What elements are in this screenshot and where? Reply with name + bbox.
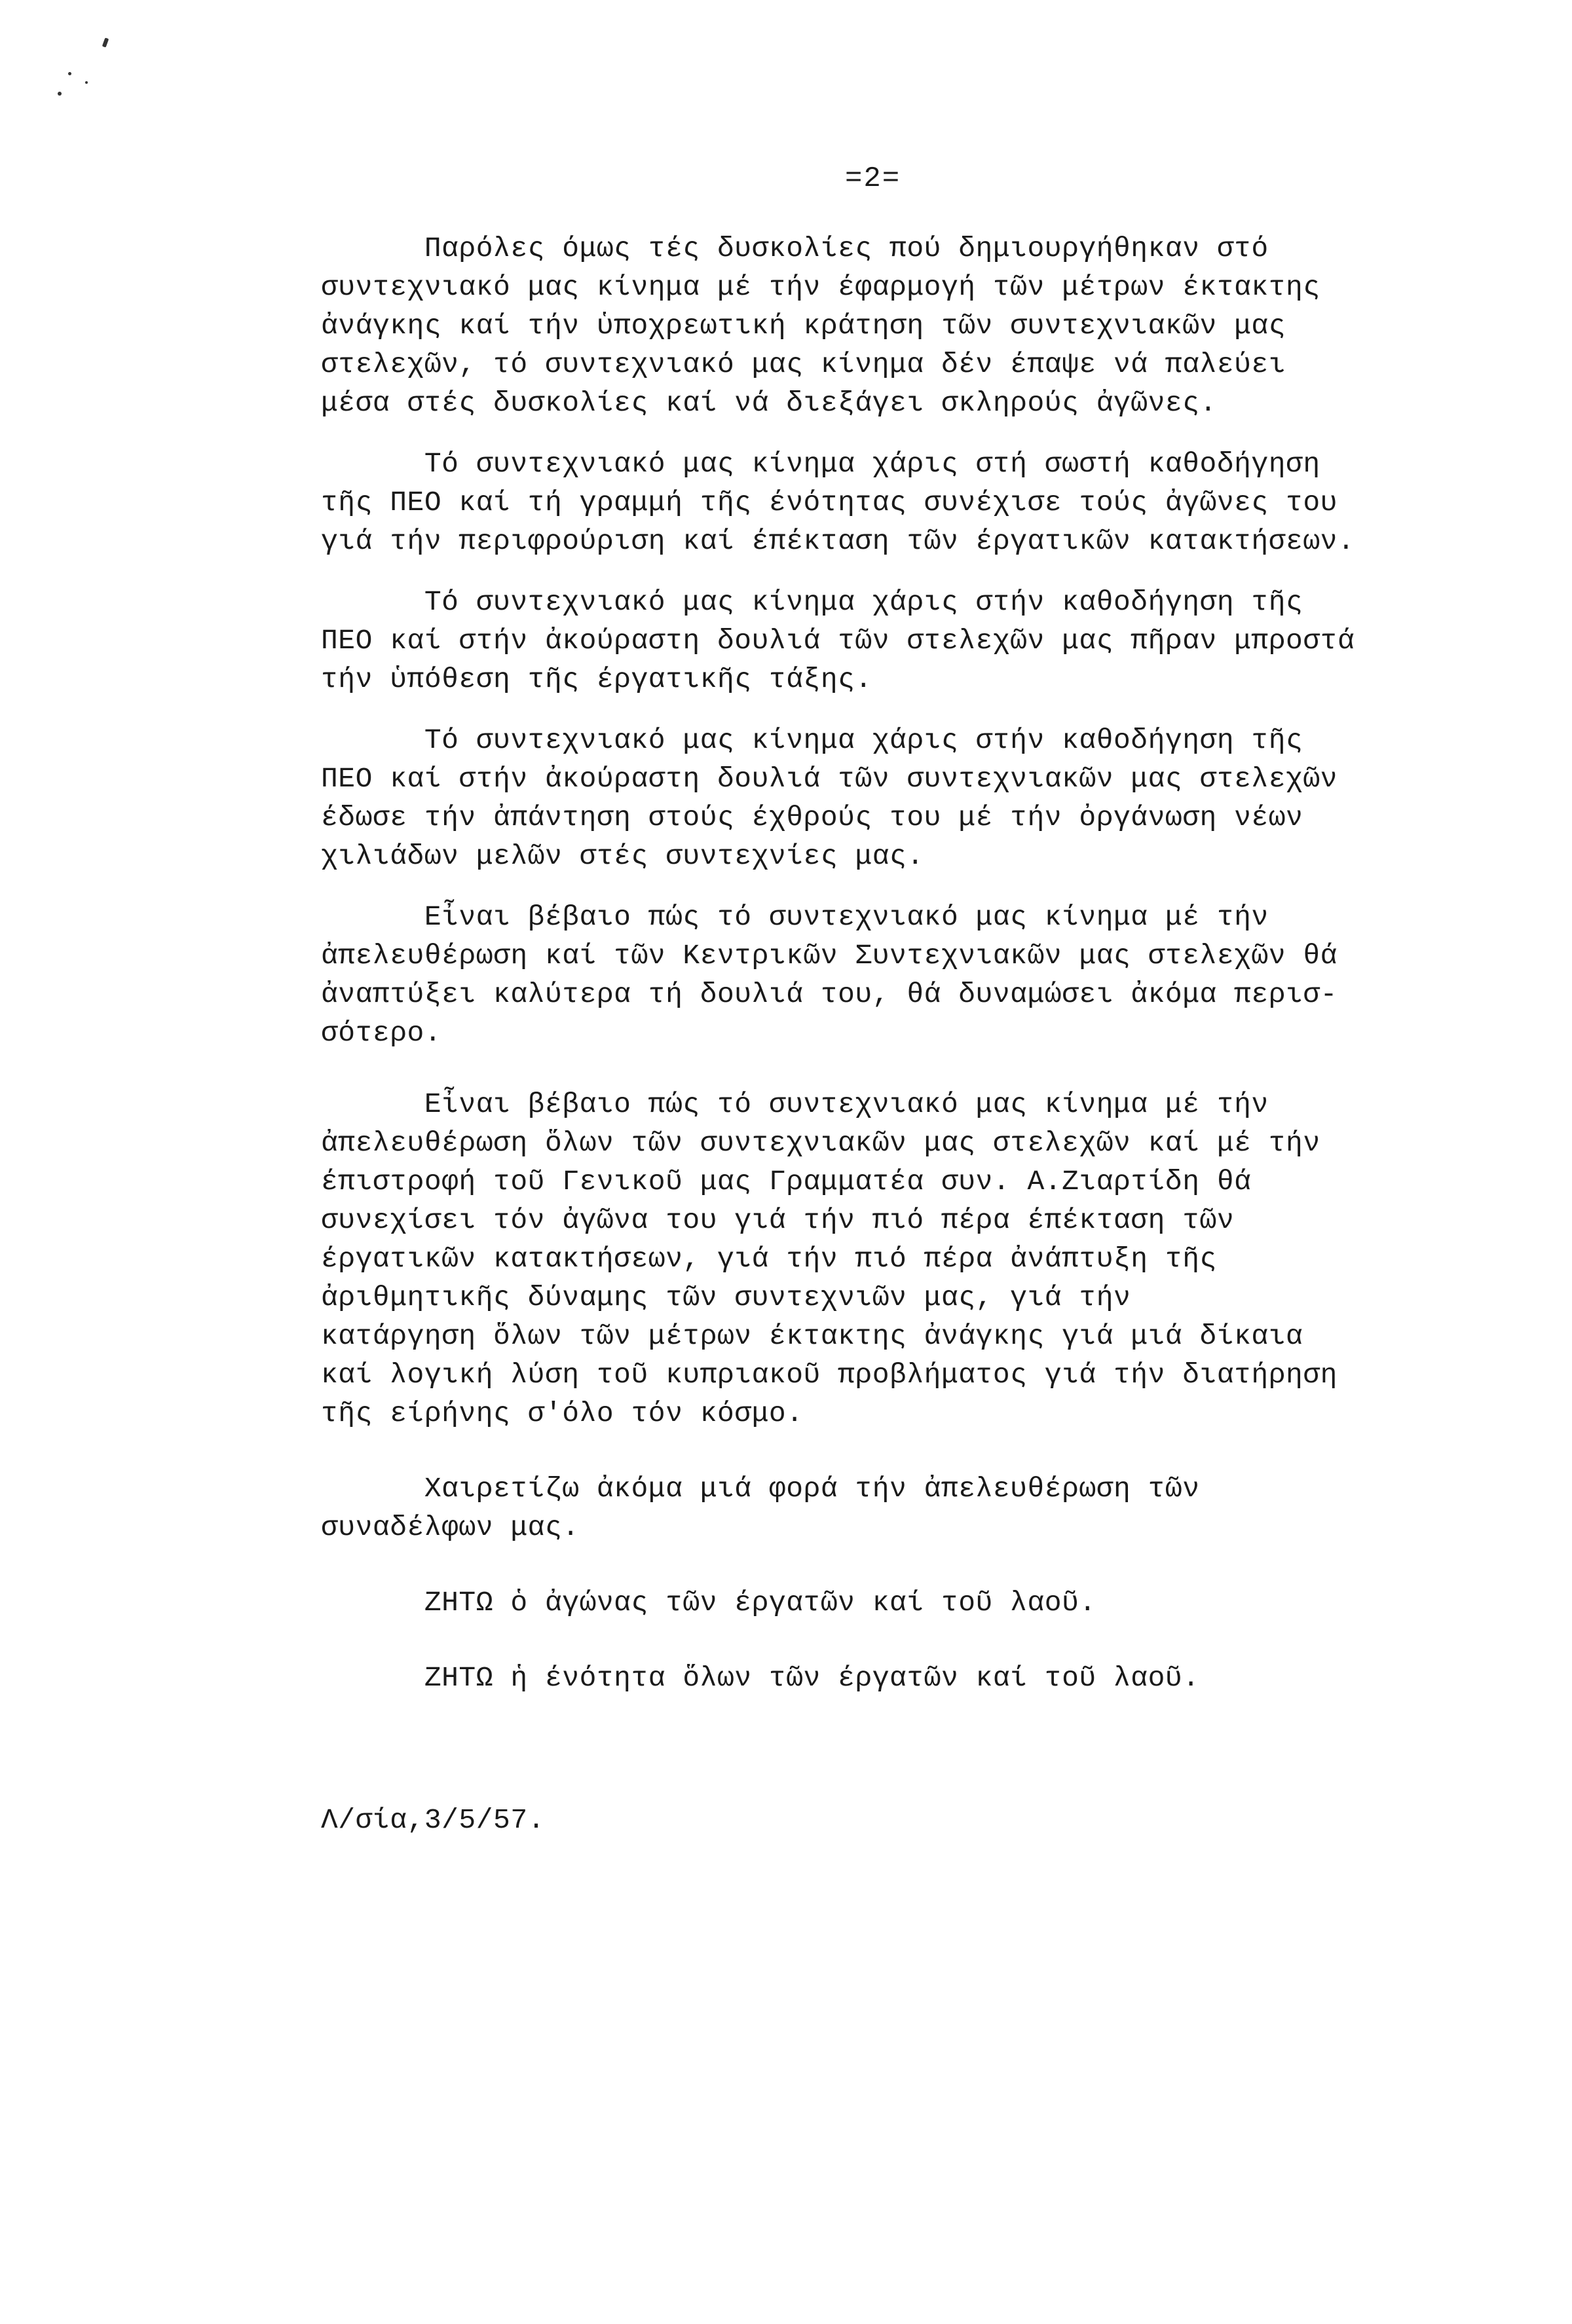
text-line: συντεχνιακό μας κίνημα μέ τήν έφαρμογή τῶν μέτρων έκτακτης <box>321 271 1320 303</box>
scan-speck <box>58 92 62 96</box>
page-number: =2= <box>845 162 901 195</box>
paragraph-greeting <box>321 1469 1539 1547</box>
text-line: χιλιάδων μελῶν στές συντεχνίες μας. <box>321 840 924 872</box>
text-line: έδωσε τήν ἀπάντηση στούς έχθρούς του μέ τήν ὀργάνωση νέων <box>321 802 1303 834</box>
scan-speck <box>102 37 109 47</box>
text-line: έργατικῶν κατακτήσεων, γιά τήν πιό πέρα ἀνάπτυξη τῆς <box>321 1243 1217 1275</box>
text-line: γιά τήν περιφρούριση καί έπέκταση τῶν έργατικῶν κατακτήσεων. <box>321 525 1355 557</box>
paragraph-2 <box>321 445 1539 561</box>
scan-speck <box>85 81 88 84</box>
text-line: συνεχίσει τόν ἀγῶνα του γιά τήν πιό πέρα έπέκταση τῶν <box>321 1204 1235 1236</box>
text-line: καί λογική λύση τοῦ κυπριακοῦ προβλήματος γιά τήν διατήρηση <box>321 1359 1338 1391</box>
text-line: Χαιρετίζω ἀκόμα μιά φορά τήν ἀπελευθέρωση τῶν <box>321 1473 1200 1505</box>
text-line: Παρόλες όμως τές δυσκολίες πού δημιουργήθηκαν στό <box>321 232 1269 265</box>
text-line: ΠΕΟ καί στήν ἀκούραστη δουλιά τῶν στελεχῶν μας πῆραν μπροστά <box>321 625 1355 657</box>
text-line: Εἶναι βέβαιο πώς τό συντεχνιακό μας κίνημα μέ τήν <box>321 1088 1269 1120</box>
slogan-line: ΖΗΤΩ ὁ ἀγώνας τῶν έργατῶν καί τοῦ λαοῦ. <box>321 1587 1096 1619</box>
text-line: ἀνάγκης καί τήν ὑποχρεωτική κράτηση τῶν συντεχνιακῶν μας <box>321 310 1286 342</box>
text-line: συναδέλφων μας. <box>321 1511 580 1543</box>
text-line: τῆς ΠΕΟ καί τή γραμμή τῆς ένότητας συνέχισε τούς ἀγῶνες του <box>321 487 1338 519</box>
text-line: έπιστροφή τοῦ Γενικοῦ μας Γραμματέα συν. Α.Ζιαρτίδη θά <box>321 1166 1252 1198</box>
text-line: Τό συντεχνιακό μας κίνημα χάρις στή σωστή καθοδήγηση <box>321 448 1320 480</box>
text-line: στελεχῶν, τό συντεχνιακό μας κίνημα δέν έπαψε νά παλεύει <box>321 348 1286 380</box>
paragraph-5 <box>321 898 1539 1052</box>
paragraph-4 <box>321 721 1539 876</box>
text-line: τήν ὑπόθεση τῆς έργατικῆς τάξης. <box>321 663 872 695</box>
text-line: Τό συντεχνιακό μας κίνημα χάρις στήν καθοδήγηση τῆς <box>321 586 1303 618</box>
text-line: σότερο. <box>321 1017 442 1049</box>
slogan-line: ΖΗΤΩ ἡ ένότητα ὅλων τῶν έργατῶν καί τοῦ λαοῦ. <box>321 1662 1200 1694</box>
paragraph-3 <box>321 583 1539 699</box>
text-line: κατάργηση ὅλων τῶν μέτρων έκτακτης ἀνάγκης γιά μιά δίκαια <box>321 1320 1303 1352</box>
paragraph-1 <box>321 229 1539 422</box>
paragraph-6 <box>321 1085 1539 1433</box>
text-line: μέσα στές δυσκολίες καί νά διεξάγει σκληρούς ἀγῶνες. <box>321 387 1217 419</box>
text-line: τῆς είρήνης σ'όλο τόν κόσμο. <box>321 1397 804 1429</box>
text-line: ἀπελευθέρωση καί τῶν Κεντρικῶν Συντεχνιακῶν μας στελεχῶν θά <box>321 940 1338 972</box>
slogan-1 <box>321 1583 1539 1622</box>
scan-speck <box>68 72 71 75</box>
text-line: Εἶναι βέβαιο πώς τό συντεχνιακό μας κίνημα μέ τήν <box>321 901 1269 933</box>
slogan-2 <box>321 1659 1539 1697</box>
text-line: ἀριθμητικῆς δύναμης τῶν συντεχνιῶν μας, γιά τήν <box>321 1282 1131 1314</box>
text-line: ἀπελευθέρωση ὅλων τῶν συντεχνιακῶν μας στελεχῶν καί μέ τήν <box>321 1127 1320 1159</box>
date-line: Λ/σία,3/5/57. <box>321 1804 545 1836</box>
date-location <box>321 1801 1539 1839</box>
letter-body <box>321 229 1539 1862</box>
text-line: ἀναπτύξει καλύτερα τή δουλιά του, θά δυναμώσει ἀκόμα περισ- <box>321 978 1338 1010</box>
text-line: Τό συντεχνιακό μας κίνημα χάρις στήν καθοδήγηση τῆς <box>321 724 1303 756</box>
text-line: ΠΕΟ καί στήν ἀκούραστη δουλιά τῶν συντεχνιακῶν μας στελεχῶν <box>321 763 1338 795</box>
